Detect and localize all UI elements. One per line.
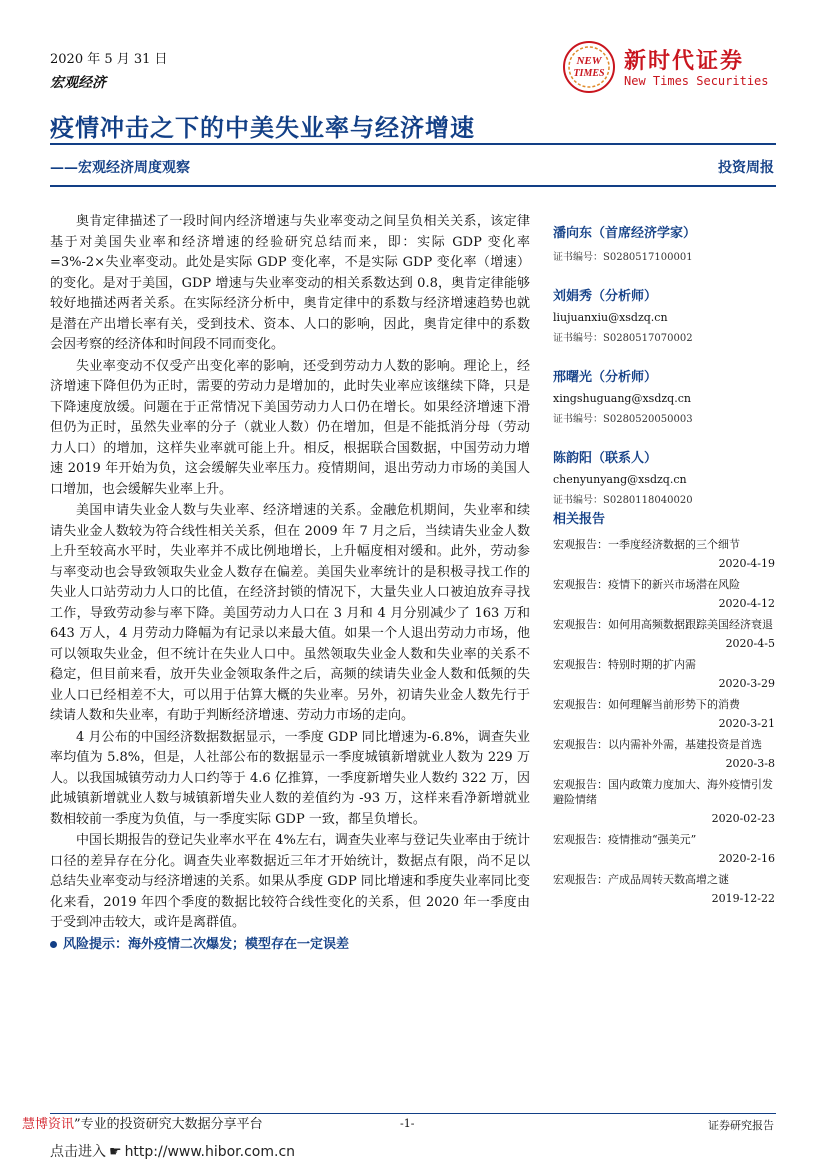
promo-link-row[interactable] <box>50 1141 295 1161</box>
report-title: 疫情冲击之下的中美失业率与经济增速 <box>50 113 475 142</box>
related-report-title: 宏观报告：如何理解当前形势下的消费 <box>553 698 740 711</box>
report-date: 2020 年 5 月 31 日 <box>50 52 168 67</box>
analyst-cert: 证书编号：S0280520050003 <box>553 414 693 425</box>
analyst-email[interactable]: liujuanxiu@xsdzq.cn <box>553 311 668 324</box>
related-report-item[interactable] <box>553 617 775 651</box>
report-body <box>50 212 530 955</box>
analyst-name: 邢曙光（分析师） <box>553 370 658 385</box>
new-times-badge-icon <box>558 38 620 98</box>
related-report-item[interactable] <box>553 697 775 731</box>
related-report-item[interactable] <box>553 657 775 691</box>
analyst-card <box>553 447 775 506</box>
analyst-card <box>553 222 775 263</box>
related-report-item[interactable] <box>553 737 775 771</box>
page-number: -1- <box>400 1117 415 1130</box>
risk-warning-text: 风险提示：海外疫情二次爆发；模型存在一定误差 <box>63 936 350 952</box>
header-divider-top <box>50 143 776 145</box>
related-report-title: 宏观报告：一季度经济数据的三个细节 <box>553 538 740 551</box>
promo-prefix: 点击进入 <box>50 1144 106 1160</box>
pointing-hand-icon: ☛ <box>109 1144 122 1160</box>
body-paragraph: 失业率变动不仅受产出变化率的影响，还受到劳动力人数的影响。理论上，经济增速下降但仍为正时，需要的劳动力是增加的，此时失业率应该继续下降，只是下降速度放缓。问题在于正常情况下美国劳动力人口仍在增长。如果经济增速下滑但仍为正时，虽然失业率的分子（就业人数）仍在增加，但是不能抵消分母（劳动力人口）的增加，这样失业率就可能上升。相反，根据联合国数据，中国劳动力增速 2019 年开始为负，这会缓解失业率压力。疫情期间，退出劳动力市场的美国人口增加，也会缓解失业率上升。 <box>50 358 530 497</box>
related-report-item[interactable] <box>553 537 775 571</box>
company-logo <box>558 38 790 98</box>
body-paragraph: 中国长期报告的登记失业率水平在 4%左右，调查失业率与登记失业率由于统计口径的差异存在分化。调查失业率数据近三年才开始统计，数据点有限，尚不足以总结失业率变动与经济增速的关系。如果从季度 GDP 同比增速和季度失业率同比变化来看，2019 年四个季度的数据比较符合线性变化的关系，但 2020 年一季度由于受到冲击较大，或许是离群值。 <box>50 833 530 930</box>
related-report-title: 宏观报告：特别时期的扩内需 <box>553 658 696 671</box>
related-report-item[interactable] <box>553 577 775 611</box>
related-report-date: 2020-2-16 <box>718 852 775 865</box>
related-report-date: 2019-12-22 <box>711 892 775 905</box>
analyst-cert: 证书编号：S0280517070002 <box>553 333 693 344</box>
analyst-name: 刘娟秀（分析师） <box>553 289 658 304</box>
watermark-slogan: ”专业的投资研究大数据分享平台 <box>74 1117 263 1132</box>
analyst-cert: 证书编号：S0280517100001 <box>553 252 693 263</box>
watermark-brand: 慧博资讯 <box>22 1117 75 1132</box>
related-report-title: 宏观报告：产成品周转天数高增之谜 <box>553 873 729 886</box>
related-report-date: 2020-02-23 <box>711 812 775 825</box>
related-report-item[interactable] <box>553 872 775 906</box>
promo-link[interactable]: http://www.hibor.com.cn <box>124 1144 296 1160</box>
footer-label: 证券研究报告 <box>708 1119 774 1132</box>
header-divider-bottom <box>50 185 776 187</box>
related-report-date: 2020-4-19 <box>718 557 775 570</box>
related-report-title: 宏观报告：如何用高频数据跟踪美国经济衰退 <box>553 618 773 631</box>
related-report-date: 2020-4-12 <box>718 597 775 610</box>
related-report-title: 宏观报告：以内需补外需，基建投资是首选 <box>553 738 762 751</box>
risk-warning <box>50 935 530 956</box>
report-subtitle: ——宏观经济周度观察 <box>50 160 190 176</box>
related-report-date: 2020-4-5 <box>725 637 775 650</box>
related-reports-title: 相关报告 <box>553 512 606 527</box>
related-report-title: 宏观报告：疫情下的新兴市场潜在风险 <box>553 578 740 591</box>
watermark-text <box>22 1113 263 1132</box>
related-report-item[interactable] <box>553 832 775 866</box>
svg-text:TIMES: TIMES <box>573 68 605 79</box>
analyst-card <box>553 285 775 344</box>
related-report-date: 2020-3-21 <box>718 717 775 730</box>
body-paragraph: 美国申请失业金人数与失业率、经济增速的关系。金融危机期间，失业率和续请失业金人数较为符合线性相关关系，但在 2009 年 7 月之后，当续请失业金人数上升至较高水平时，失业率并不成比例地增长，上升幅度相对缓和。此外，劳动参与率变动也会导致领取失业金人数存在偏差。美国失业率统计的是积极寻找工作的失业人口站劳动力人口的比值，在经济封锁的情况下，大量失业人口被迫放弃寻找工作，导致劳动参与率下降。美国劳动力人口在 3 月和 4 月分别减少了 163 万和 643 万人，4 月劳动力降幅为有记录以来最大值。如果一个人退出劳动力市场，他可以领取失业金，但不统计在失业人口中。虽然领取失业金人数和失业率的关系不稳定，但目前来看，放开失业金领取条件之后，高频的续请失业金人数和低频的失业人口已经相差不大，可以用于估算大概的失业率。另外，初请失业金人数先行于续请人数和失业率，有助于判断经济增速、劳动力市场的走向。 <box>50 503 530 723</box>
body-paragraph: 奥肯定律描述了一段时间内经济增速与失业率变动之间呈负相关关系，该定律基于对美国失业率和经济增速的经验研究总结而来，即：实际 GDP 变化率=3%-2×失业率变动。此处是实际 GDP 变化率，不是实际 GDP 变化率（增速）的变化。是对于美国，GDP 增速与失业率变动的相关系数达到 0.8，奥肯定律能够较好地描述两者关系。在实际经济分析中，奥肯定律中的系数与经济增速趋势也就是潜在产出增长率有关，受到技术、资本、人口的影响，因此，奥肯定律中的系数会因考察的经济体和时间段不同而变化。 <box>50 214 530 352</box>
analyst-name: 陈韵阳（联系人） <box>553 451 658 466</box>
related-report-title: 宏观报告：国内政策力度加大、海外疫情引发避险情绪 <box>553 778 773 806</box>
analyst-cert: 证书编号：S0280118040020 <box>553 495 693 506</box>
report-type: 投资周报 <box>718 160 774 176</box>
analyst-name: 潘向东（首席经济学家） <box>553 226 697 241</box>
analyst-email[interactable]: xingshuguang@xsdzq.cn <box>553 392 691 405</box>
company-name-en: New Times Securities <box>624 74 769 88</box>
related-report-date: 2020-3-29 <box>718 677 775 690</box>
related-report-date: 2020-3-8 <box>725 757 775 770</box>
analyst-panel <box>553 222 775 528</box>
related-reports <box>553 508 775 912</box>
related-report-title: 宏观报告：疫情推动“强美元” <box>553 833 697 846</box>
company-name-cn: 新时代证券 <box>624 48 745 74</box>
related-report-item[interactable] <box>553 777 775 826</box>
svg-text:NEW: NEW <box>576 55 602 67</box>
body-paragraph: 4 月公布的中国经济数据数据显示，一季度 GDP 同比增速为-6.8%，调查失业率均值为 5.8%，但是，人社部公布的数据显示一季度城镇新增就业人数为 229 万人。以我国城镇劳动力人口约等于 4.6 亿推算，一季度新增失业人数约 322 万，因此城镇新增就业人数与城镇新增失业人数的差值约为 -93 万，这样来看净新增就业数相较前一季度为负值，与一季度实际 GDP 一致，都呈负增长。 <box>50 729 530 827</box>
analyst-card <box>553 366 775 425</box>
analyst-email[interactable]: chenyunyang@xsdzq.cn <box>553 473 687 486</box>
bullet-icon <box>50 941 57 948</box>
report-category: 宏观经济 <box>50 75 106 91</box>
